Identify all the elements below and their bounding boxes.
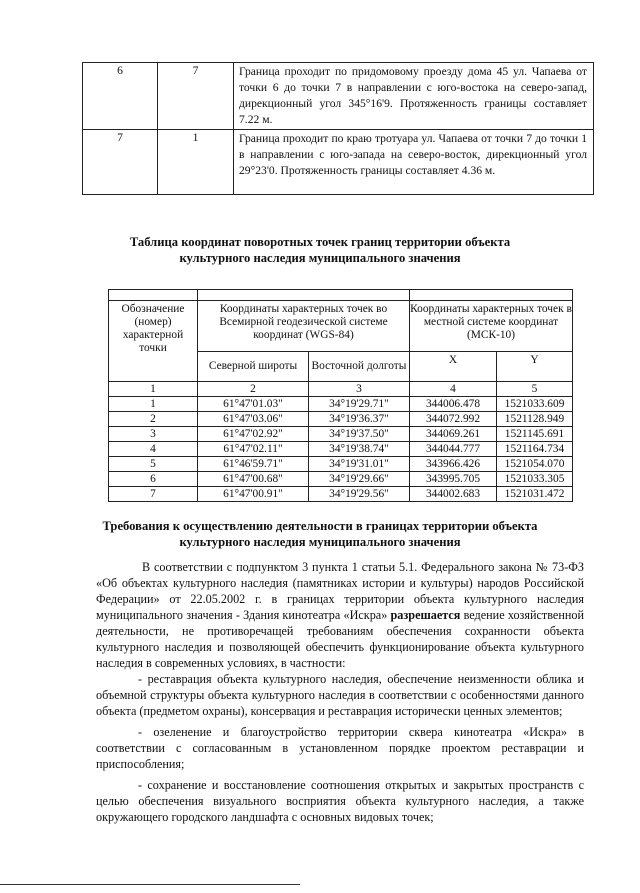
spacer-cell bbox=[109, 290, 198, 301]
table-header-row bbox=[109, 301, 573, 352]
point-number: 3 bbox=[109, 427, 198, 442]
x-cell: 344044.777 bbox=[410, 442, 497, 457]
latitude-cell: 61°46'59.71" bbox=[198, 457, 309, 472]
column-number: 2 bbox=[198, 382, 309, 397]
latitude-cell: 61°47'02.11" bbox=[198, 442, 309, 457]
table-row bbox=[109, 442, 573, 457]
y-cell: 1521054.070 bbox=[497, 457, 573, 472]
coordinates-table bbox=[108, 289, 573, 502]
intro-text: В соответствии с подпунктом 3 пункта 1 статьи 5.1. Федерального закона № 73-ФЗ «Об объектах культурного наследия (памятниках истории и культуры) народов Российской Федерации» от 22.05.2002 г. в границах территории объекта культурного наследия муниципального значения - Здания кинотеатра «Искра» bbox=[96, 560, 584, 622]
intro-bold-word: разрешается bbox=[390, 608, 461, 622]
footer-divider bbox=[0, 884, 300, 885]
latitude-cell: 61°47'00.68" bbox=[198, 472, 309, 487]
intro-paragraph bbox=[96, 559, 584, 671]
table-row bbox=[109, 397, 573, 412]
x-cell: 344069.261 bbox=[410, 427, 497, 442]
longitude-cell: 34°19'29.66" bbox=[309, 472, 410, 487]
longitude-cell: 34°19'31.01" bbox=[309, 457, 410, 472]
x-cell: 344002.683 bbox=[410, 487, 497, 502]
boundary-description: Граница проходит по краю тротуара ул. Чапаева от точки 7 до точки 1 в направлении с юго-запада на северо-восток, дирекционный угол 29°23'0. Протяженность границы составляет 4.36 м. bbox=[234, 130, 594, 195]
y-cell: 1521128.949 bbox=[497, 412, 573, 427]
column-numbers-row bbox=[109, 382, 573, 397]
table-row bbox=[83, 130, 594, 195]
point-number: 2 bbox=[109, 412, 198, 427]
column-number: 5 bbox=[497, 382, 573, 397]
subheader-x: X bbox=[410, 351, 497, 381]
coordinates-table-title-text: Таблица координат поворотных точек границ территории объекта культурного наследия муниципального значения bbox=[129, 235, 511, 265]
column-number: 4 bbox=[410, 382, 497, 397]
latitude-cell: 61°47'00.91" bbox=[198, 487, 309, 502]
table-row bbox=[109, 472, 573, 487]
point-to: 1 bbox=[158, 130, 234, 195]
x-cell: 344072.992 bbox=[410, 412, 497, 427]
table-row bbox=[109, 457, 573, 472]
column-number: 3 bbox=[309, 382, 410, 397]
table-row bbox=[109, 412, 573, 427]
header-msk: Координаты характерных точек в местной системе координат (МСК-10) bbox=[410, 301, 573, 352]
y-cell: 1521031.472 bbox=[497, 487, 573, 502]
longitude-cell: 34°19'38.74" bbox=[309, 442, 410, 457]
requirements-title bbox=[0, 518, 640, 550]
table-spacer-row bbox=[109, 290, 573, 301]
header-wgs: Координаты характерных точек во Всемирной геодезической системе координат (WGS-84) bbox=[198, 301, 410, 352]
point-number: 7 bbox=[109, 487, 198, 502]
spacer-cell bbox=[198, 290, 410, 301]
subheader-y: Y bbox=[497, 351, 573, 381]
y-cell: 1521145.691 bbox=[497, 427, 573, 442]
requirements-body bbox=[96, 559, 584, 825]
x-cell: 344006.478 bbox=[410, 397, 497, 412]
column-number: 1 bbox=[109, 382, 198, 397]
point-number: 1 bbox=[109, 397, 198, 412]
table-row bbox=[83, 63, 594, 130]
requirements-title-text: Требования к осуществлению деятельности в границах территории объекта культурного наследия муниципального значения bbox=[102, 519, 538, 549]
intro-text-continued: ведение хозяйственной деятельности, не противоречащей требованиям обеспечения сохранности объекта культурного наследия и позволяющей обеспечить функционирование объекта культурного наследия в современных условиях, в частности: bbox=[96, 608, 584, 670]
subheader-lon: Восточной долготы bbox=[309, 351, 410, 381]
point-number: 4 bbox=[109, 442, 198, 457]
point-from: 6 bbox=[83, 63, 158, 130]
point-from: 7 bbox=[83, 130, 158, 195]
subheader-lat: Северной широты bbox=[198, 351, 309, 381]
y-cell: 1521164.734 bbox=[497, 442, 573, 457]
latitude-cell: 61°47'03.06" bbox=[198, 412, 309, 427]
list-item: - сохранение и восстановление соотношения открытых и закрытых пространств с целью обеспечения визуального восприятия объекта культурного наследия, а также окружающего городского ландшафта с основных видовых точек; bbox=[96, 778, 584, 824]
point-number: 5 bbox=[109, 457, 198, 472]
longitude-cell: 34°19'29.71" bbox=[309, 397, 410, 412]
y-cell: 1521033.305 bbox=[497, 472, 573, 487]
longitude-cell: 34°19'37.50" bbox=[309, 427, 410, 442]
point-number: 6 bbox=[109, 472, 198, 487]
x-cell: 343995.705 bbox=[410, 472, 497, 487]
list-item: - реставрация объекта культурного наследия, обеспечение неизменности облика и объемной структуры объекта культурного наследия в соответствии с особенностями данного объекта (предметом охраны), консервация и реставрация исторически ценных элементов; bbox=[96, 672, 584, 718]
header-point: Обозначение (номер) характерной точки bbox=[109, 301, 198, 382]
longitude-cell: 34°19'29.56" bbox=[309, 487, 410, 502]
y-cell: 1521033.609 bbox=[497, 397, 573, 412]
list-item: - озеленение и благоустройство территории сквера кинотеатра «Искра» в соответствии с согласованным в установленном порядке проектом реставрации и приспособления; bbox=[96, 725, 584, 771]
longitude-cell: 34°19'36.37" bbox=[309, 412, 410, 427]
spacer-cell bbox=[410, 290, 573, 301]
point-to: 7 bbox=[158, 63, 234, 130]
latitude-cell: 61°47'01.03" bbox=[198, 397, 309, 412]
boundary-table bbox=[82, 62, 594, 195]
coordinates-table-title bbox=[0, 234, 640, 266]
x-cell: 343966.426 bbox=[410, 457, 497, 472]
table-row bbox=[109, 487, 573, 502]
boundary-description: Граница проходит по придомовому проезду дома 45 ул. Чапаева от точки 6 до точки 7 в направлении с юго-востока на северо-запад, дирекционный угол 345°16'9. Протяженность границы составляет 7.22 м. bbox=[234, 63, 594, 130]
latitude-cell: 61°47'02.92" bbox=[198, 427, 309, 442]
table-row bbox=[109, 427, 573, 442]
